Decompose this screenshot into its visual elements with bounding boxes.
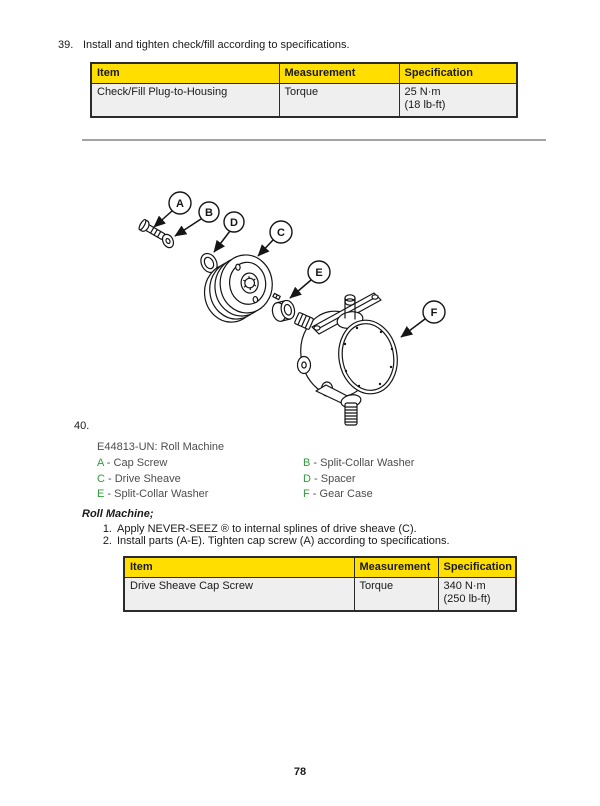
cell-specification <box>438 578 516 612</box>
callout-letter-f: F <box>430 307 438 319</box>
step-39 <box>58 39 558 51</box>
legend-label: - Cap Screw <box>106 457 168 469</box>
legend-item-c <box>97 472 303 488</box>
pin-part <box>273 293 280 299</box>
cell-measurement: Torque <box>279 84 399 118</box>
legend-key: E <box>97 488 105 500</box>
table-row <box>91 84 517 118</box>
legend-key: B <box>303 457 311 469</box>
split-collar-part <box>271 299 297 323</box>
legend-key: A <box>97 457 104 469</box>
callout-letter-e: E <box>315 267 323 279</box>
spec-value-metric: 25 N·m <box>404 86 441 98</box>
legend-item-b <box>303 456 497 472</box>
legend-label: - Split-Collar Washer <box>107 488 209 500</box>
procedure-heading: Roll Machine; <box>82 508 154 520</box>
spec-table-check-fill <box>90 62 518 118</box>
callout-arrow-a <box>154 211 172 227</box>
spec-table-drive-sheave <box>123 556 517 612</box>
step-39-number: 39. <box>58 39 74 51</box>
callout-arrow-f <box>401 319 425 337</box>
procedure-steps <box>99 523 539 548</box>
spec-value-imperial: (18 lb-ft) <box>404 99 446 111</box>
callout-letter-c: C <box>277 227 285 239</box>
table-header-row <box>124 557 516 578</box>
cell-measurement: Torque <box>354 578 438 612</box>
cell-item: Drive Sheave Cap Screw <box>124 578 354 612</box>
table-header-row <box>91 63 517 84</box>
legend-item-a <box>97 456 303 472</box>
callout-arrow-d <box>214 231 230 252</box>
legend-item-f <box>303 487 497 503</box>
callout-arrow-b <box>175 219 201 236</box>
cell-item: Check/Fill Plug-to-Housing <box>91 84 279 118</box>
col-header-item: Item <box>91 63 279 84</box>
legend-item-d <box>303 472 497 488</box>
procedure-step-text: Apply NEVER-SEEZ ® to internal splines of drive sheave (C). <box>117 523 417 535</box>
legend-key: D <box>303 472 311 485</box>
col-header-measurement: Measurement <box>354 557 438 578</box>
callout-letter-a: A <box>176 198 184 210</box>
spec-value-metric: 340 N·m <box>443 580 486 592</box>
legend-label: - Spacer <box>314 472 356 485</box>
procedure-step-2 <box>99 535 539 547</box>
figure-legend <box>97 456 497 503</box>
callout-letter-b: B <box>205 207 213 219</box>
col-header-specification: Specification <box>399 63 517 84</box>
callout-arrow-c <box>258 240 273 256</box>
exploded-view-diagram <box>100 160 500 440</box>
callout-arrow-e <box>290 280 311 298</box>
legend-label: - Split-Collar Washer <box>313 457 415 469</box>
procedure-step-1 <box>99 523 539 535</box>
callout-letter-d: D <box>230 217 238 229</box>
figure-caption: E44813-UN: Roll Machine <box>97 441 225 453</box>
legend-key: C <box>97 472 105 485</box>
step-40-number: 40. <box>74 420 90 432</box>
gear-case-part <box>294 293 403 425</box>
section-divider <box>82 139 546 141</box>
col-header-specification: Specification <box>438 557 516 578</box>
step-39-text: Install and tighten check/fill according to specifications. <box>83 39 350 51</box>
col-header-item: Item <box>124 557 354 578</box>
col-header-measurement: Measurement <box>279 63 399 84</box>
table-row <box>124 578 516 612</box>
procedure-step-text: Install parts (A-E). Tighten cap screw (A) according to specifications. <box>117 535 450 548</box>
page-number: 78 <box>293 766 307 778</box>
procedure-step-number: 1. <box>102 523 112 535</box>
spec-value-imperial: (250 lb-ft) <box>443 593 491 605</box>
legend-label: - Drive Sheave <box>108 472 181 485</box>
procedure-step-number: 2. <box>102 535 112 548</box>
legend-item-e <box>97 487 303 503</box>
legend-key: F <box>303 488 310 500</box>
legend-label: - Gear Case <box>312 488 373 500</box>
cell-specification <box>399 84 517 118</box>
